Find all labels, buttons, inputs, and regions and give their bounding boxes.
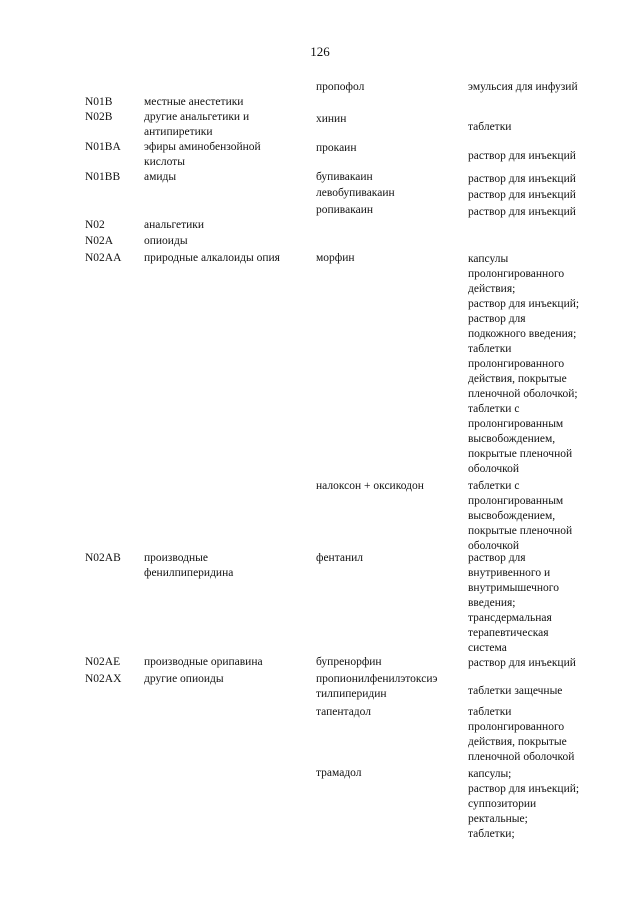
atc-code: N02A [85, 235, 114, 247]
dosage-form: раствор для инъекций [468, 150, 576, 162]
dosage-form: таблетки с пролонгированным высвобождением, покрытые пленочной оболочкой [468, 480, 573, 552]
atc-code: N01B [85, 96, 113, 108]
drug-name: тапентадол [316, 706, 371, 718]
drug-name: хинин [316, 113, 347, 125]
drug-name: левобупивакаин [316, 187, 395, 199]
atc-group-name: анальгетики [144, 219, 205, 231]
dosage-form: раствор для инъекций [468, 189, 576, 201]
drug-name: трамадол [316, 767, 362, 779]
page-number: 126 [310, 44, 330, 59]
dosage-form: капсулы; раствор для инъекций; суппозитории ректальные; таблетки; [468, 768, 580, 840]
atc-code: N02AE [85, 656, 121, 668]
dosage-form: раствор для инъекций [468, 173, 576, 185]
atc-code: N02 [85, 219, 105, 231]
atc-code: N02B [85, 111, 113, 123]
atc-code: N01BA [85, 141, 121, 153]
atc-group-name: другие анальгетики и антипиретики [144, 111, 250, 138]
atc-group-name: природные алкалоиды опия [144, 252, 280, 264]
dosage-form: эмульсия для инфузий [468, 81, 578, 93]
atc-code: N02AA [85, 252, 122, 264]
drug-name: бупренорфин [316, 656, 382, 668]
atc-group-name: другие опиоиды [144, 673, 224, 685]
drug-name: пропофол [316, 81, 365, 93]
dosage-form: капсулы пролонгированного действия; раствор для инъекций; раствор для подкожного введения; таблетки пролонгированного действия, покрытые пленочной оболочкой; таблетки с пролонгированным высвобождением, покрытые пленочной оболочкой [468, 253, 580, 475]
atc-group-name: опиоиды [144, 235, 188, 247]
drug-name: налоксон + оксикодон [316, 480, 424, 492]
atc-group-name: эфиры аминобензойной кислоты [144, 141, 261, 168]
dosage-form: раствор для внутривенного и внутримышечного введения; трансдермальная терапевтическая система [468, 552, 559, 654]
dosage-form: таблетки пролонгированного действия, покрытые пленочной оболочкой [468, 706, 575, 763]
atc-group-name: производные орипавина [144, 656, 263, 668]
drug-name: пропионилфенилэтоксиэ тилпиперидин [316, 673, 438, 700]
atc-group-name: амиды [144, 171, 177, 183]
atc-group-name: местные анестетики [144, 96, 244, 108]
dosage-form: раствор для инъекций [468, 657, 576, 669]
drug-name: фентанил [316, 552, 364, 564]
dosage-form: таблетки защечные [468, 685, 563, 697]
atc-group-name: производные фенилпиперидина [144, 552, 234, 579]
drug-name: морфин [316, 252, 355, 264]
atc-code: N02AB [85, 552, 121, 564]
drug-name: ропивакаин [316, 204, 374, 216]
atc-code: N02AX [85, 673, 122, 685]
dosage-form: раствор для инъекций [468, 206, 576, 218]
atc-code: N01BB [85, 171, 121, 183]
drug-name: прокаин [316, 142, 357, 154]
dosage-form: таблетки [468, 121, 512, 133]
drug-name: бупивакаин [316, 171, 373, 183]
